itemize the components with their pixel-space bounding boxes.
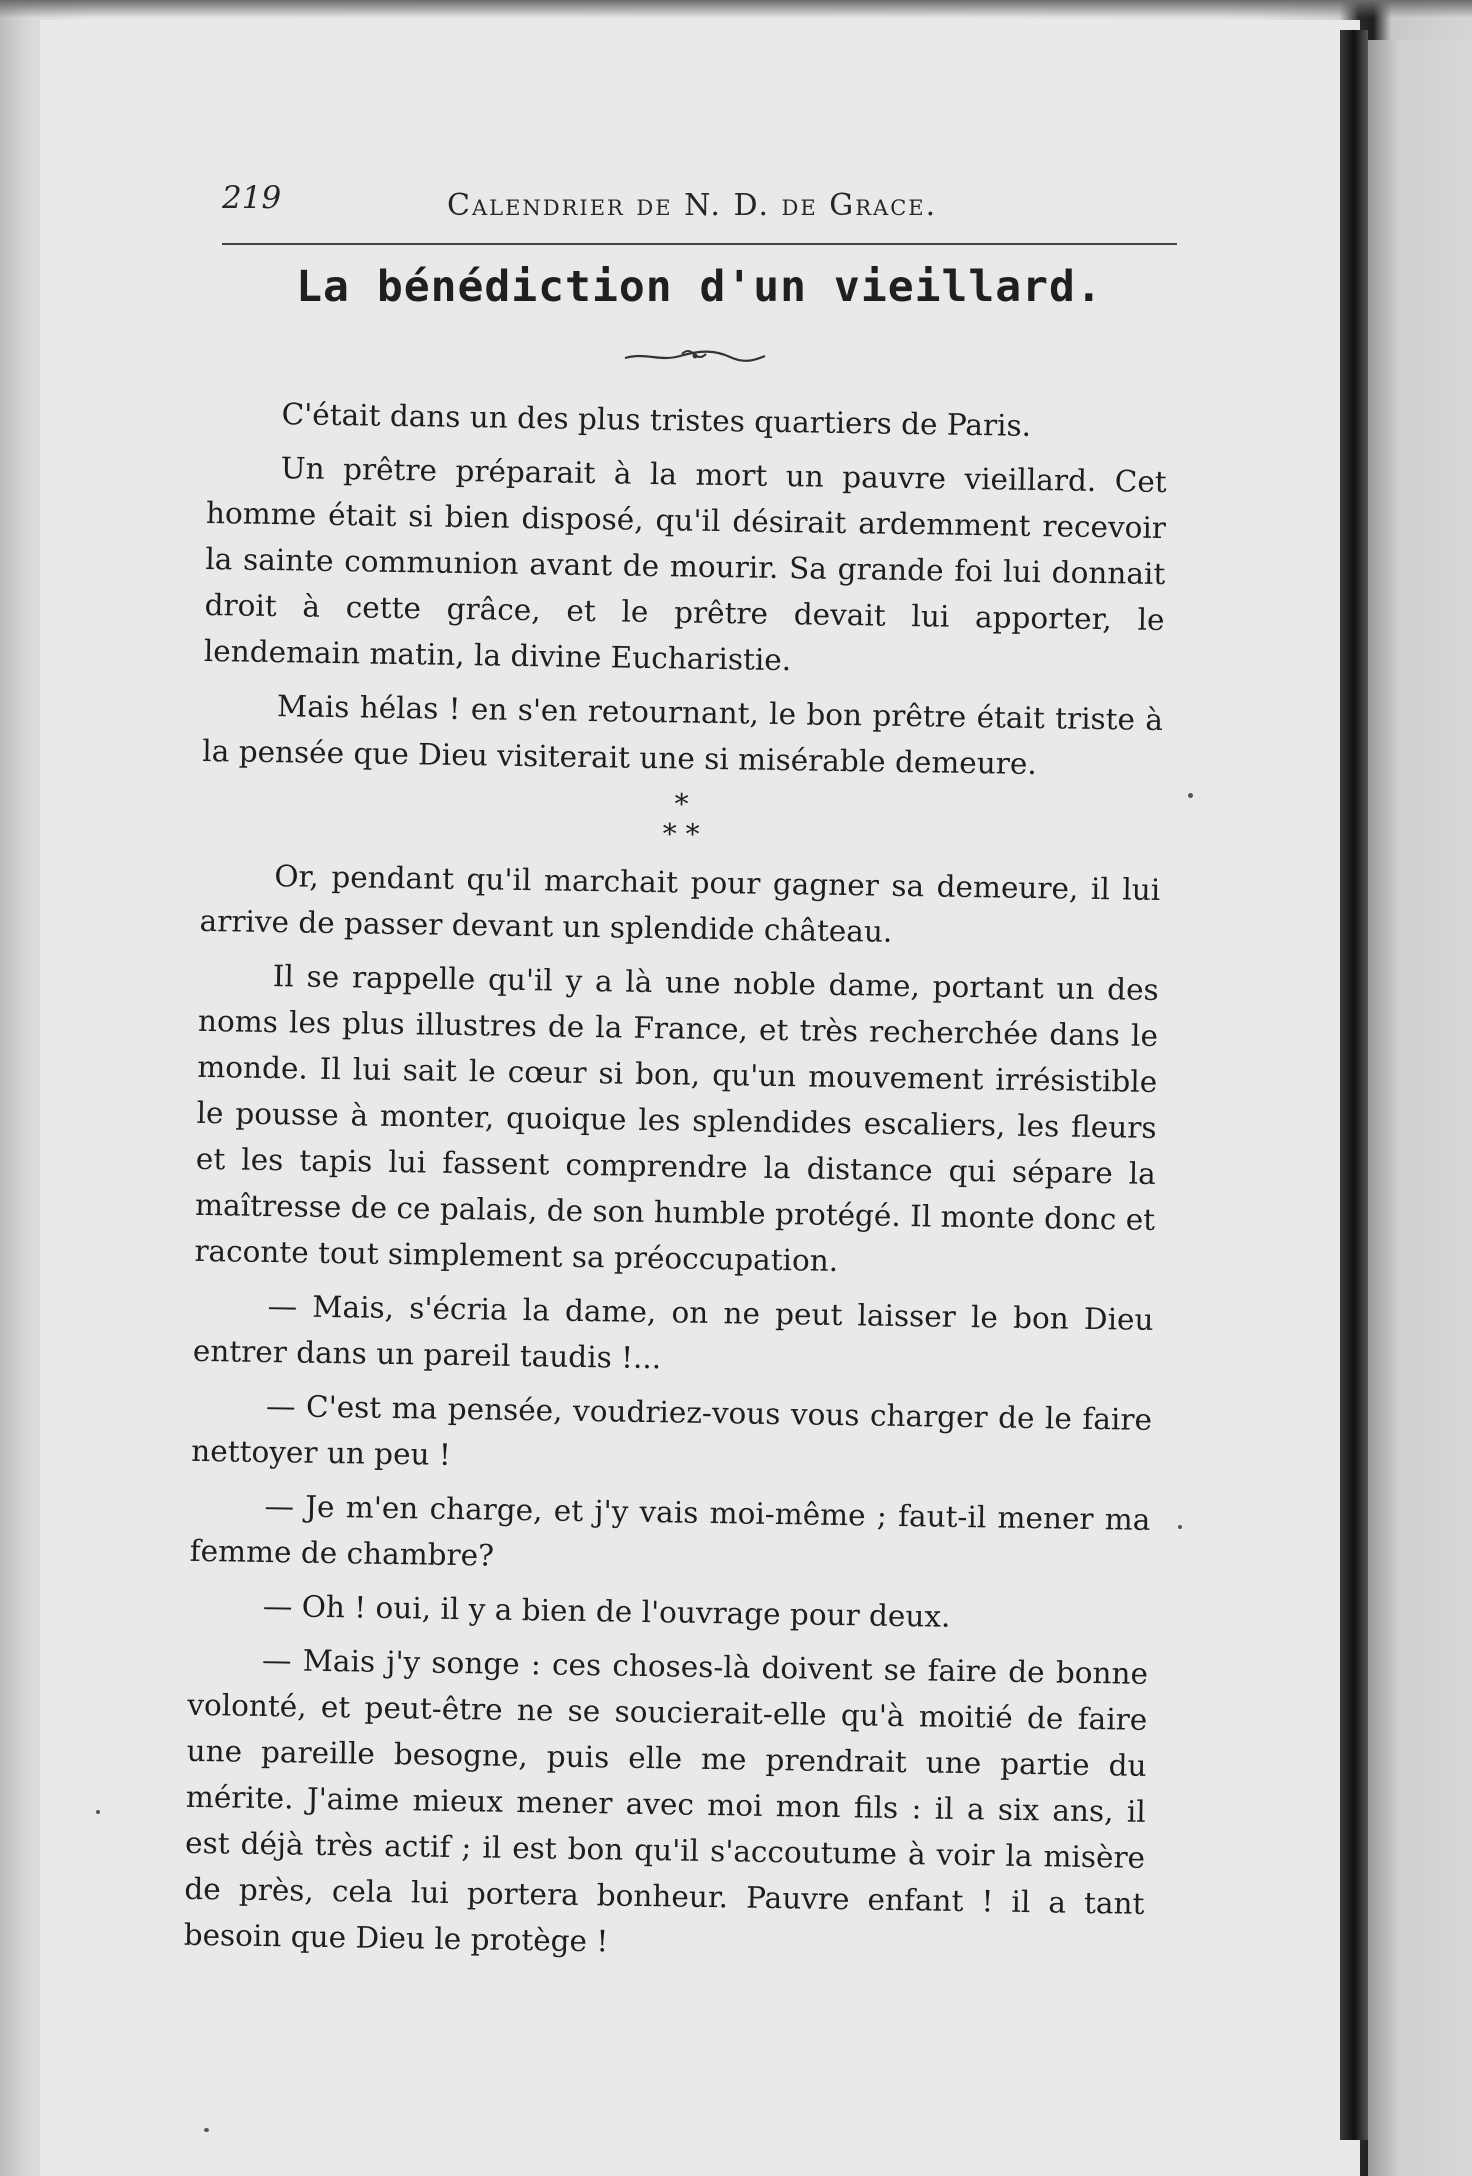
running-title: Calendrier de N. D. de Grace. [447, 188, 938, 223]
paragraph: — Je m'en charge, et j'y vais moi-même ; faut-il mener ma femme de chambre? [189, 1489, 1151, 1573]
page-header [222, 180, 1177, 240]
asterism-line: * [674, 787, 689, 821]
paragraph: C'était dans un des plus tristes quartiers de Paris. [281, 397, 1032, 443]
asterism-line: * * [662, 817, 700, 851]
page-number: 219 [222, 180, 282, 216]
paragraph: — Mais, s'écria la dame, on ne peut laisser le bon Dieu entrer dans un pareil taudis !... [192, 1289, 1154, 1376]
article-title: La bénédiction d'un vieillard. [296, 262, 1103, 312]
dust-speck [204, 2128, 209, 2132]
article-body [183, 390, 1168, 1981]
paragraph: Un prêtre préparait à la mort un pauvre vieillard. Cet homme était si bien disposé, qu'il désirait ardemment recevoir la sainte communion avant de mourir. Sa grande foi lui donnait droit à cette grâce, et le prêtre devait lui apporter, le lendemain matin, la divine Eucharistie. [203, 451, 1167, 678]
paragraph: — Mais j'y songe : ces choses-là doivent se faire de bonne volonté, et peut-être ne se soucierait-elle qu'à moitié de faire une pareille besogne, puis elle me prendrait une partie du mérite. J'aime mieux mener avec moi mon fils : il a six ans, il est déjà très actif ; il est bon qu'il s'accoutume à voir la misère de près, cela lui portera bonheur. Pauvre enfant ! il a tant besoin que Dieu le protège ! [183, 1643, 1149, 1959]
dust-speck [96, 1810, 100, 1814]
paragraph: — Oh ! oui, il y a bien de l'ouvrage pour deux. [262, 1589, 951, 1634]
asterism [201, 782, 1162, 857]
header-rule [222, 243, 1177, 245]
scan-top-shadow [0, 0, 1472, 18]
dust-speck [1178, 1525, 1182, 1529]
paragraph: — C'est ma pensée, voudriez-vous vous charger de le faire nettoyer un peu ! [191, 1389, 1153, 1472]
facing-page-edge [1368, 40, 1472, 2176]
paragraph: Mais hélas ! en s'en retournant, le bon prêtre était triste à la pensée que Dieu visiterait une si misérable demeure. [202, 689, 1164, 782]
book-gutter [1340, 30, 1368, 2140]
paragraph: Il se rappelle qu'il y a là une noble dame, portant un des noms les plus illustres de la France, et très recherchée dans le monde. Il lui sait le cœur si bon, qu'un mouvement irrésistible le pousse à monter, quoique les splendides escaliers, les fleurs et les tapis lui fassent comprendre la distance qui sépare la maîtresse de ce palais, de son humble protégé. Il monte donc et raconte tout simplement sa préoccupation. [194, 959, 1159, 1279]
dust-speck [1188, 793, 1193, 798]
ornament-divider [620, 346, 770, 366]
paragraph: Or, pendant qu'il marchait pour gagner sa demeure, il lui arrive de passer devant un splendide château. [199, 859, 1161, 949]
